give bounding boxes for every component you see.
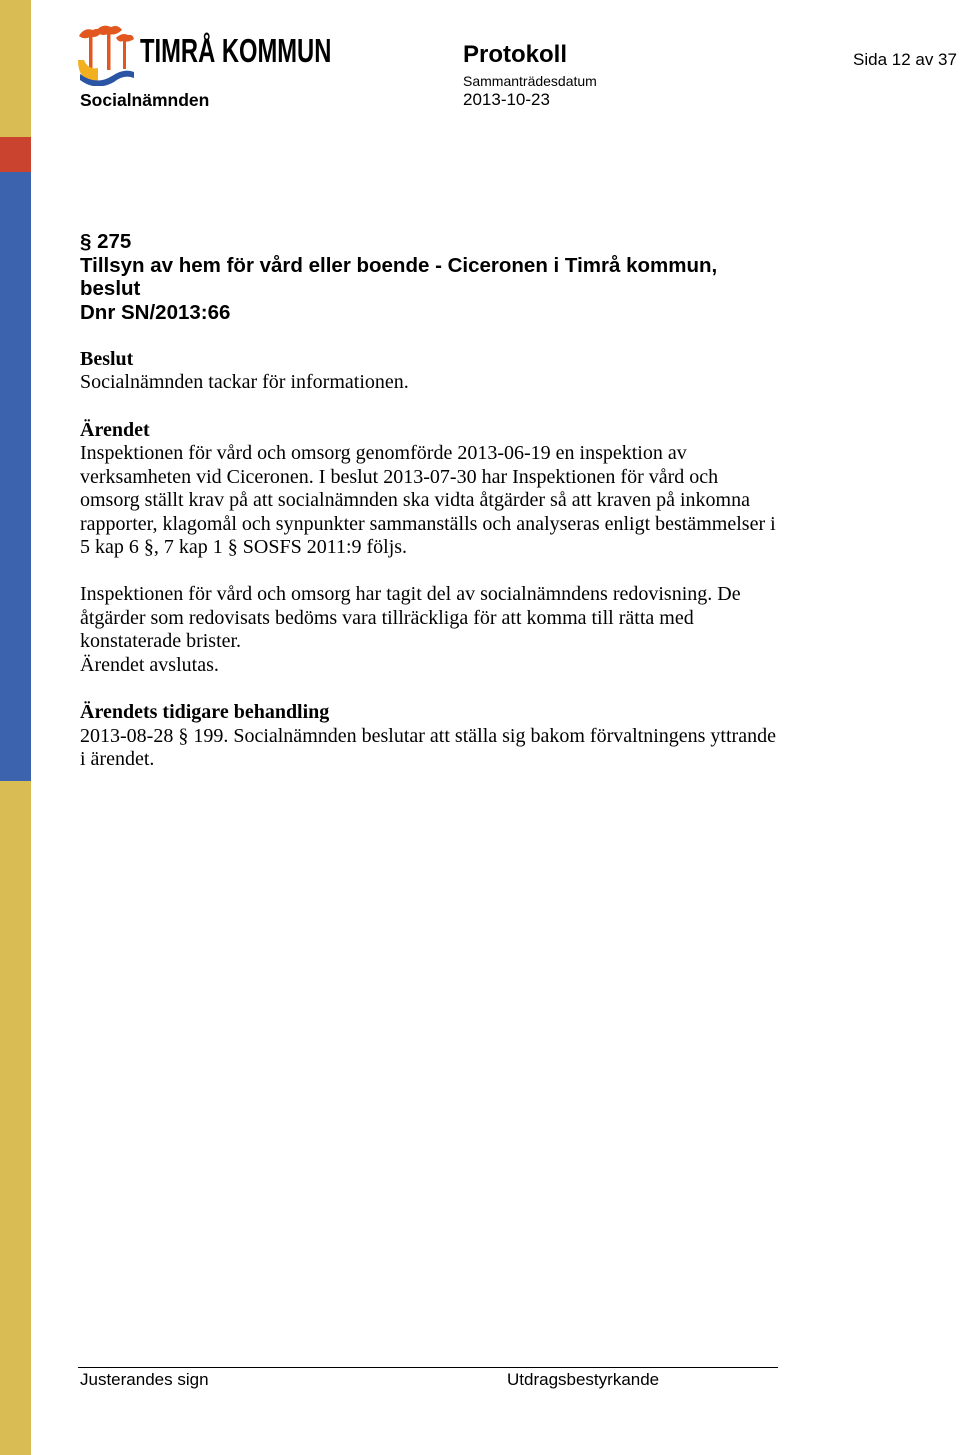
section-heading: Ärendets tidigare behandling xyxy=(80,701,330,724)
paragraph xyxy=(80,442,776,560)
footer-sign-label: Justerandes sign xyxy=(80,1370,209,1389)
document-type: Protokoll xyxy=(463,41,568,68)
meeting-date-label: Sammanträdesdatum xyxy=(463,73,597,89)
item-number: § 275 xyxy=(80,230,132,254)
text-line: Inspektionen för vård och omsorg har tagit del av socialnämndens redovisning. De xyxy=(80,583,741,606)
text-line: åtgärder som redovisats bedöms vara tillräckliga för att komma till rätta med xyxy=(80,606,694,629)
item-dnr: Dnr SN/2013:66 xyxy=(80,300,231,324)
text-line: Socialnämnden tackar för informationen. xyxy=(80,371,409,394)
item-title-line: Tillsyn av hem för vård eller boende - Ciceronen i Timrå kommun, xyxy=(80,253,718,277)
text-line: verksamheten vid Ciceronen. I beslut 2013-07-30 har Inspektionen för vård och xyxy=(80,465,719,488)
text-line: i ärendet. xyxy=(80,748,155,771)
text-line: omsorg ställt krav på att socialnämnden ska vidta åtgärder så att kraven på inkomna xyxy=(80,489,750,512)
paragraph xyxy=(80,583,776,677)
document-body xyxy=(80,230,776,772)
section-heading: Ärendet xyxy=(80,418,150,441)
footer-extract-label: Utdragsbestyrkande xyxy=(507,1370,660,1389)
text-line: rapporter, klagomål och synpunkter sammanställs och analyseras enligt bestämmelser i xyxy=(80,512,776,535)
side-stripe-red xyxy=(0,137,31,172)
section-previous-handling xyxy=(80,701,776,772)
timra-kommun-logo-icon xyxy=(78,24,134,86)
logo-trees xyxy=(79,26,134,70)
section-heading: Beslut xyxy=(80,347,134,370)
text-line: 2013-08-28 § 199. Socialnämnden beslutar att ställa sig bakom förvaltningens yttrande xyxy=(80,724,776,747)
item-header xyxy=(80,230,776,324)
text-line: Ärendet avslutas. xyxy=(80,654,219,677)
side-stripe-blue xyxy=(0,172,31,781)
text-line: 5 kap 6 §, 7 kap 1 § SOSFS 2011:9 följs. xyxy=(80,536,408,559)
text-line: konstaterade brister. xyxy=(80,630,242,653)
paragraph xyxy=(80,725,776,772)
committee-name: Socialnämnden xyxy=(80,90,210,110)
footer-signature-line xyxy=(78,1367,778,1368)
side-stripe-yellow-bottom xyxy=(0,781,31,1455)
side-stripe-yellow-top xyxy=(0,0,31,137)
logo-text: TIMRÅ KOMMUN xyxy=(140,32,332,69)
item-title-line: beslut xyxy=(80,277,141,301)
section-beslut xyxy=(80,348,776,395)
section-arendet xyxy=(80,419,776,678)
text-line: Inspektionen för vård och omsorg genomförde 2013-06-19 en inspektion av xyxy=(80,442,687,465)
paragraph xyxy=(80,371,776,395)
page-number: Sida 12 av 37 xyxy=(853,50,957,69)
meeting-date: 2013-10-23 xyxy=(463,90,550,109)
